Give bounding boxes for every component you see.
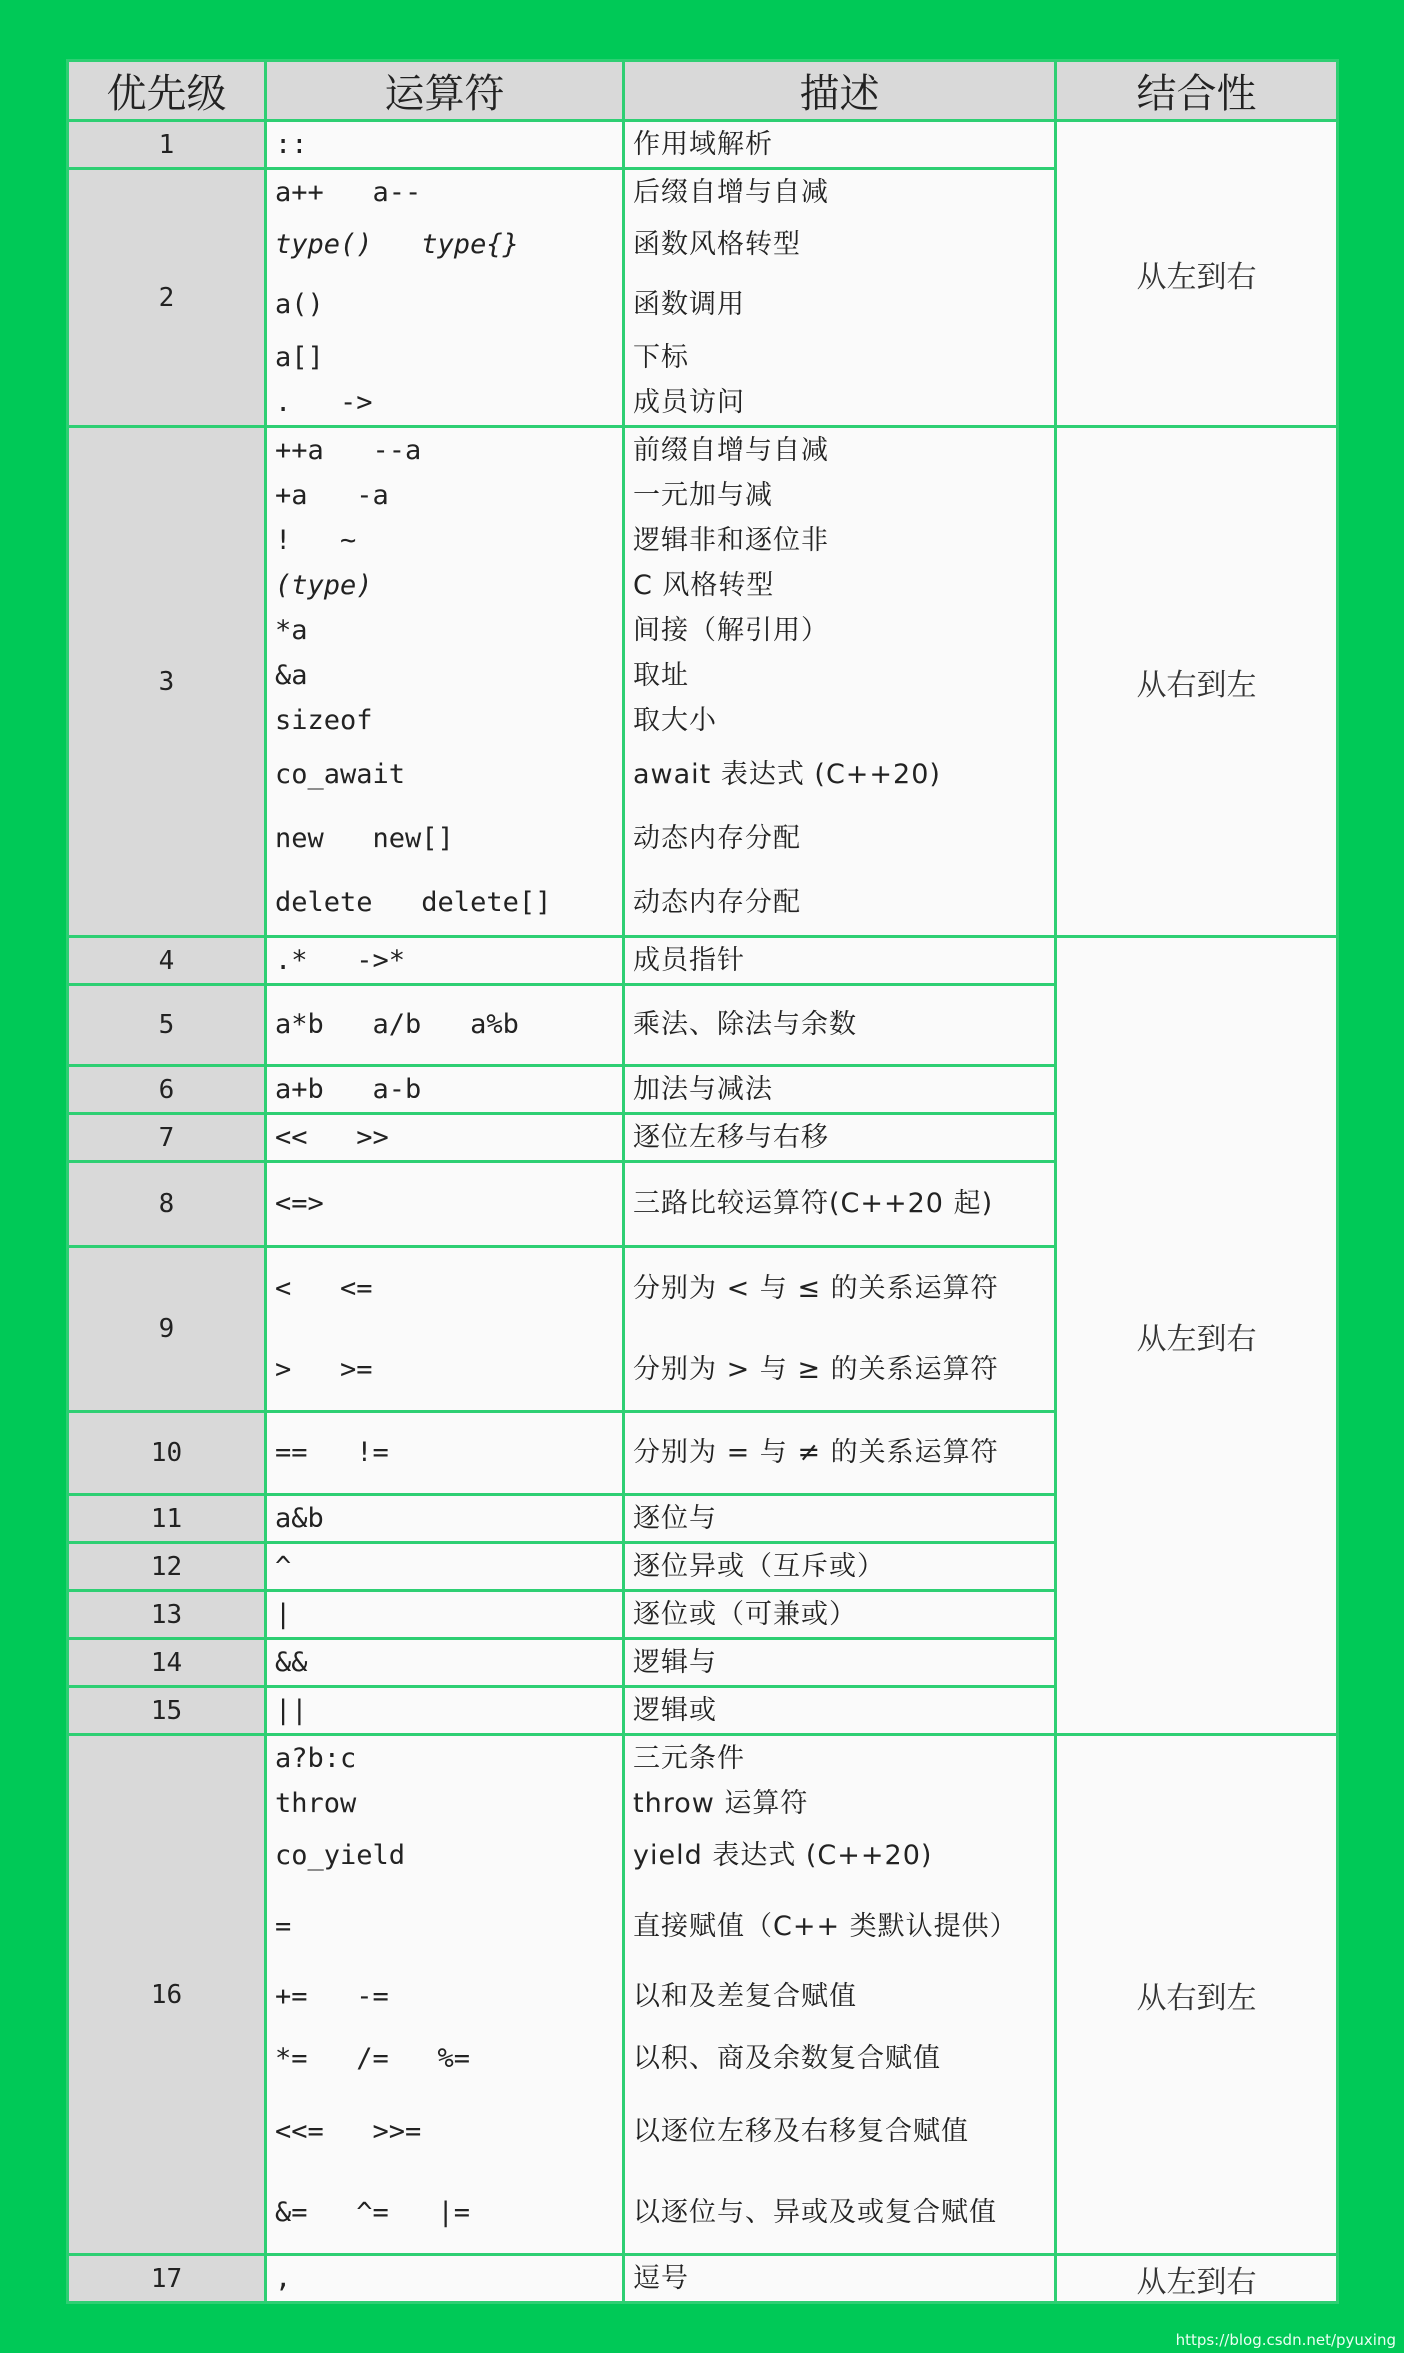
header-precedence: 优先级	[68, 61, 266, 121]
description-cell	[624, 1495, 1056, 1543]
precedence-cell: 9	[68, 1247, 266, 1412]
operator-text: . ->	[275, 387, 373, 418]
description-cell	[624, 1687, 1056, 1735]
precedence-cell: 10	[68, 1412, 266, 1495]
operator-text: *a	[275, 615, 308, 646]
description-text: 成员指针	[633, 945, 745, 976]
operator-cell	[266, 1114, 624, 1162]
table-row	[68, 2255, 1338, 2303]
operator-cell	[266, 427, 624, 937]
description-text: 以逐位与、异或及或复合赋值	[633, 2197, 997, 2228]
description-text: 作用域解析	[633, 129, 773, 160]
operator-cell	[266, 1247, 624, 1412]
description-text: 逻辑或	[633, 1695, 717, 1726]
description-text: 分别为 = 与 ≠ 的关系运算符	[633, 1437, 999, 1468]
associativity-cell: 从左到右	[1056, 937, 1338, 1735]
operator-cell	[266, 1162, 624, 1247]
associativity-cell: 从右到左	[1056, 427, 1338, 937]
operator-text: co_await	[275, 759, 406, 790]
table-row	[68, 1735, 1338, 2255]
description-text: 以积、商及余数复合赋值	[633, 2043, 941, 2074]
operator-text: =	[275, 1911, 292, 1942]
description-cell	[624, 937, 1056, 985]
watermark-text: https://blog.csdn.net/pyuxing	[1175, 2331, 1396, 2349]
operator-text: *= /= %=	[275, 2043, 471, 2074]
operator-cell	[266, 169, 624, 427]
operator-text: < <=	[275, 1273, 373, 1304]
description-text: 函数风格转型	[633, 229, 801, 260]
operator-text: .* ->*	[275, 945, 406, 976]
description-text: 逐位左移与右移	[633, 1122, 829, 1153]
operator-text: sizeof	[275, 705, 373, 736]
operator-text: (type)	[275, 570, 373, 601]
description-text: throw 运算符	[633, 1788, 809, 1819]
description-text: 逻辑非和逐位非	[633, 525, 829, 556]
precedence-cell: 15	[68, 1687, 266, 1735]
operator-text: << >>	[275, 1122, 389, 1153]
description-cell	[624, 1591, 1056, 1639]
operator-text: a[]	[275, 342, 324, 373]
operator-text: a++ a--	[275, 177, 422, 208]
precedence-cell: 5	[68, 985, 266, 1066]
description-text: 加法与减法	[633, 1074, 773, 1105]
operator-text: a&b	[275, 1503, 324, 1534]
description-cell	[624, 121, 1056, 169]
description-cell	[624, 1114, 1056, 1162]
operator-text: new new[]	[275, 823, 454, 854]
precedence-cell: 13	[68, 1591, 266, 1639]
operator-cell	[266, 985, 624, 1066]
description-cell	[624, 1066, 1056, 1114]
operator-text: == !=	[275, 1437, 389, 1468]
description-text: 三路比较运算符(C++20 起)	[633, 1188, 994, 1219]
description-text: 取大小	[633, 705, 717, 736]
operator-precedence-table	[66, 59, 1339, 2304]
operator-cell	[266, 121, 624, 169]
operator-cell	[266, 1639, 624, 1687]
associativity-cell: 从左到右	[1056, 2255, 1338, 2303]
description-text: 逐位或（可兼或）	[633, 1599, 857, 1630]
operator-cell	[266, 1735, 624, 2255]
precedence-cell: 8	[68, 1162, 266, 1247]
precedence-cell: 3	[68, 427, 266, 937]
header-operator: 运算符	[266, 61, 624, 121]
operator-text: &= ^= |=	[275, 2197, 471, 2228]
description-cell	[624, 2255, 1056, 2303]
operator-text: &&	[275, 1647, 308, 1678]
description-text: 逻辑与	[633, 1647, 717, 1678]
operator-cell	[266, 1495, 624, 1543]
precedence-cell: 1	[68, 121, 266, 169]
operator-cell	[266, 1591, 624, 1639]
operator-text: a+b a-b	[275, 1074, 422, 1105]
description-text: 取址	[633, 660, 689, 691]
operator-text: type() type{}	[275, 229, 519, 260]
description-text: 三元条件	[633, 1743, 745, 1774]
description-text: 动态内存分配	[633, 823, 801, 854]
description-text: 直接赋值（C++ 类默认提供）	[633, 1911, 1018, 1942]
operator-text: ^	[275, 1551, 292, 1582]
operator-cell	[266, 1412, 624, 1495]
operator-text: += -=	[275, 1981, 389, 2012]
operator-text: &a	[275, 660, 308, 691]
precedence-cell: 12	[68, 1543, 266, 1591]
description-text: yield 表达式 (C++20)	[633, 1840, 933, 1871]
table-row	[68, 427, 1338, 937]
precedence-cell: 4	[68, 937, 266, 985]
description-text: 乘法、除法与余数	[633, 1009, 857, 1040]
operator-text: ! ~	[275, 525, 357, 556]
associativity-cell: 从左到右	[1056, 121, 1338, 427]
operator-text: a?b:c	[275, 1743, 357, 1774]
description-text: await 表达式 (C++20)	[633, 759, 941, 790]
precedence-cell: 17	[68, 2255, 266, 2303]
description-text: 函数调用	[633, 289, 745, 320]
header-row	[68, 61, 1338, 121]
description-cell	[624, 1162, 1056, 1247]
associativity-cell: 从右到左	[1056, 1735, 1338, 2255]
description-text: C 风格转型	[633, 570, 775, 601]
precedence-cell: 14	[68, 1639, 266, 1687]
operator-text: |	[275, 1599, 292, 1630]
operator-text: <<= >>=	[275, 2116, 422, 2147]
operator-text: co_yield	[275, 1840, 406, 1871]
description-cell	[624, 1543, 1056, 1591]
precedence-cell: 6	[68, 1066, 266, 1114]
operator-text: throw	[275, 1788, 357, 1819]
description-text: 逐位异或（互斥或）	[633, 1551, 885, 1582]
description-cell	[624, 1247, 1056, 1412]
operator-text: ++a --a	[275, 435, 422, 466]
description-text: 以逐位左移及右移复合赋值	[633, 2116, 969, 2147]
description-text: 成员访问	[633, 387, 745, 418]
operator-text: a*b a/b a%b	[275, 1009, 519, 1040]
operator-text: a()	[275, 289, 324, 320]
operator-cell	[266, 2255, 624, 2303]
precedence-cell: 2	[68, 169, 266, 427]
description-text: 以和及差复合赋值	[633, 1981, 857, 2012]
description-cell	[624, 985, 1056, 1066]
description-text: 前缀自增与自减	[633, 435, 829, 466]
description-cell	[624, 1412, 1056, 1495]
operator-cell	[266, 937, 624, 985]
header-description: 描述	[624, 61, 1056, 121]
operator-text: <=>	[275, 1188, 324, 1219]
description-cell	[624, 427, 1056, 937]
description-cell	[624, 1735, 1056, 2255]
operator-cell	[266, 1543, 624, 1591]
operator-text: +a -a	[275, 480, 389, 511]
table-row	[68, 121, 1338, 169]
operator-text: ::	[275, 129, 308, 160]
table-row	[68, 937, 1338, 985]
description-text: 逗号	[633, 2263, 689, 2294]
operator-text: ,	[275, 2263, 292, 2294]
description-text: 一元加与减	[633, 480, 773, 511]
description-text: 逐位与	[633, 1503, 717, 1534]
operator-cell	[266, 1687, 624, 1735]
description-cell	[624, 1639, 1056, 1687]
description-text: 动态内存分配	[633, 887, 801, 918]
precedence-cell: 16	[68, 1735, 266, 2255]
operator-text: delete delete[]	[275, 887, 552, 918]
description-text: 间接（解引用）	[633, 615, 829, 646]
precedence-cell: 7	[68, 1114, 266, 1162]
precedence-cell: 11	[68, 1495, 266, 1543]
description-text: 下标	[633, 342, 689, 373]
operator-text: ||	[275, 1695, 308, 1726]
description-text: 后缀自增与自减	[633, 177, 829, 208]
description-text: 分别为 > 与 ≥ 的关系运算符	[633, 1354, 999, 1385]
operator-text: > >=	[275, 1354, 373, 1385]
description-text: 分别为 < 与 ≤ 的关系运算符	[633, 1273, 999, 1304]
header-associativity: 结合性	[1056, 61, 1338, 121]
operator-cell	[266, 1066, 624, 1114]
description-cell	[624, 169, 1056, 427]
